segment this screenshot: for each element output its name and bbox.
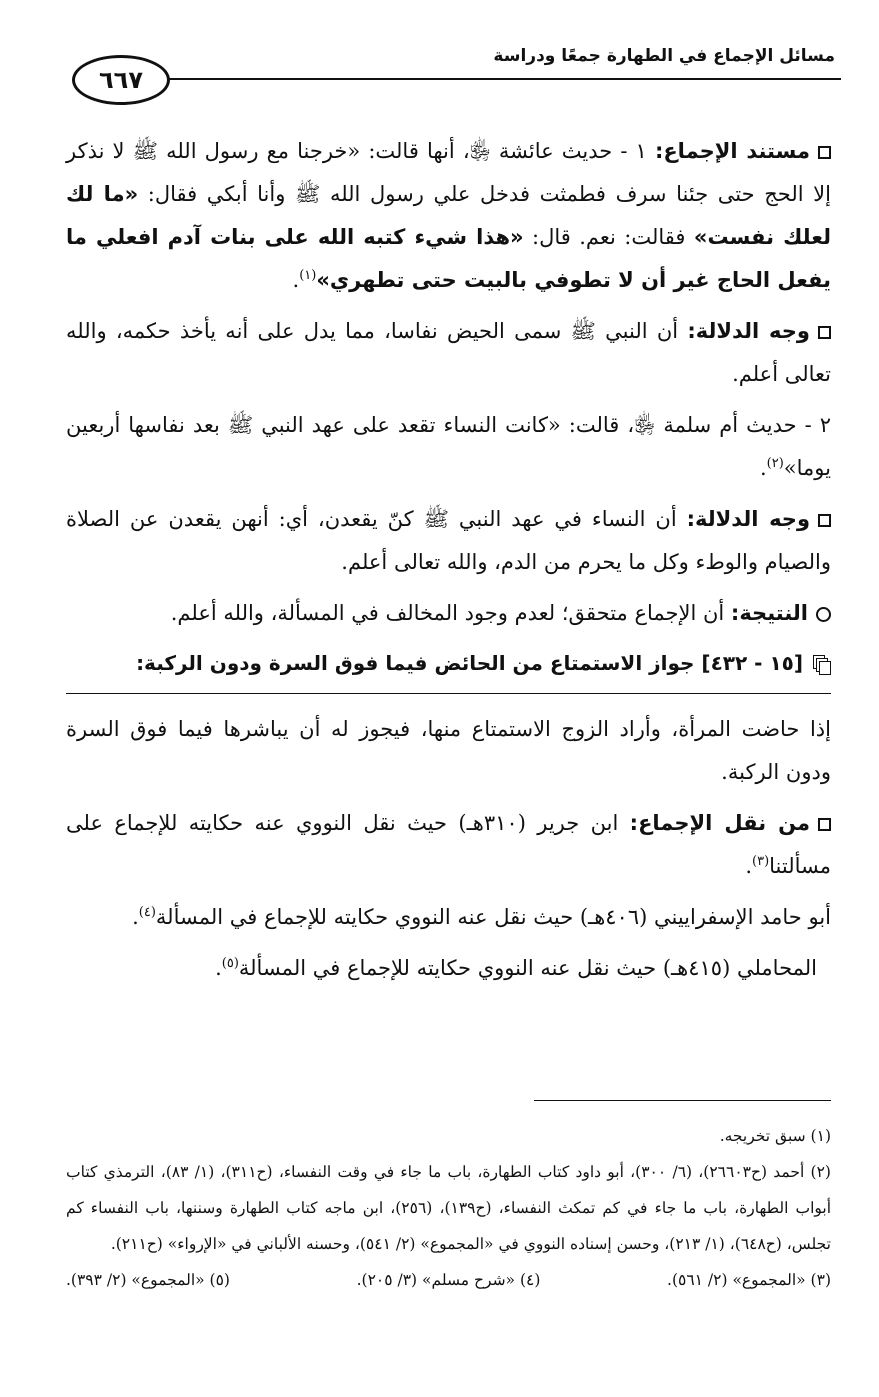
footnote-ref-3[interactable]: (٣) <box>752 854 770 869</box>
period: . <box>759 456 767 480</box>
period: . <box>745 854 752 878</box>
paragraph-inference-1 <box>66 310 831 396</box>
footnotes <box>66 1118 831 1298</box>
footnote-5: (٥) «المجموع» (٢/ ٣٩٣). <box>66 1271 230 1289</box>
label-inference: وجه الدلالة: <box>686 507 810 531</box>
label-result: النتيجة: <box>730 601 808 625</box>
footnote-ref-1[interactable]: (١) <box>299 268 317 283</box>
section-divider <box>66 693 831 694</box>
issue-heading <box>66 643 831 683</box>
square-bullet-icon <box>818 146 831 159</box>
square-bullet-icon <box>818 326 831 339</box>
paragraph-inference-2 <box>66 498 831 584</box>
square-bullet-icon <box>818 514 831 527</box>
paragraph-evidence-1 <box>66 130 831 302</box>
label-evidence: مستند الإجماع: <box>654 139 810 163</box>
square-bullet-icon <box>818 818 831 831</box>
footnote-ref-5[interactable]: (٥) <box>221 956 239 971</box>
period: . <box>292 268 300 292</box>
evidence-1-text: ١ - حديث عائشة ﵂، أنها قالت: «خرجنا مع رسول الله ﷺ لا نذكر إلا الحج حتى جئنا سرف فطمثت فدخل علي رسول الله ﷺ وأنا أبكي فقال: <box>66 139 831 206</box>
paragraph-issue-statement <box>66 708 831 794</box>
evidence-1-mid: فقالت: نعم. قال: <box>523 225 694 249</box>
hadith-quote-2: «هذا شيء كتبه الله على بنات آدم افعلي ما يفعل الحاج غير أن لا تطوفي بالبيت حتى تطهري» <box>66 225 831 292</box>
footnote-ref-4[interactable]: (٤) <box>138 905 156 920</box>
main-text <box>66 130 831 998</box>
paragraph-evidence-2 <box>66 404 831 490</box>
footnote-separator <box>534 1100 831 1101</box>
transmitter-3-text: المحاملي (٤١٥هـ) حيث نقل عنه النووي حكايته للإجماع في المسألة <box>238 956 817 980</box>
inference-1-text: أن النبي ﷺ سمى الحيض نفاسا، مما يدل على أنه يأخذ حكمه، والله تعالى أعلم. <box>66 319 831 386</box>
footnotes-3-5 <box>66 1262 831 1298</box>
period: . <box>132 905 139 929</box>
page-number: ٦٦٧ <box>99 66 143 94</box>
header-rule <box>150 78 841 80</box>
footnote-ref-2[interactable]: (٢) <box>766 456 784 471</box>
paragraph-transmitter-3 <box>66 947 831 990</box>
footnote-3: (٣) «المجموع» (٢/ ٥٦١). <box>667 1271 831 1289</box>
label-inference: وجه الدلالة: <box>687 319 810 343</box>
result-text: أن الإجماع متحقق؛ لعدم وجود المخالف في المسألة، والله أعلم. <box>170 601 731 625</box>
issue-statement-text: إذا حاضت المرأة، وأراد الزوج الاستمتاع منها، فيجوز له أن يباشرها فيما فوق السرة ودون الركبة. <box>66 717 831 784</box>
paragraph-result <box>66 592 831 635</box>
transmitter-2-text: أبو حامد الإسفراييني (٤٠٦هـ) حيث نقل عنه النووي حكايته للإجماع في المسألة <box>155 905 831 929</box>
label-transmitters: من نقل الإجماع: <box>629 811 811 835</box>
documents-icon <box>813 655 831 675</box>
period: . <box>215 956 222 980</box>
page-number-badge <box>72 55 170 105</box>
inference-2-text: أن النساء في عهد النبي ﷺ كنّ يقعدن، أي: أنهن يقعدن عن الصلاة والصيام والوطء وكل ما يحرم من الدم، والله تعالى أعلم. <box>66 507 831 574</box>
footnote-2: (٢) أحمد (ح٢٦٦٠٣)، (٦/ ٣٠٠)، أبو داود كتاب الطهارة، باب ما جاء في وقت النفساء، (ح٣١١)، (١/ ٨٣)، الترمذي كتاب أبواب الطهارة، باب ما جاء في كم تمكث النفساء، (ح١٣٩)، (٢٥٦)، ابن ماجه كتاب الطهارة وسننها، باب النفساء كم تجلس، (ح٦٤٨)، (١/ ٢١٣)، وحسن إسناده النووي في «المجموع» (٢/ ٥٤١)، وحسنه الألباني في «الإرواء» (ح٢١١). <box>66 1163 832 1253</box>
evidence-2-text: ٢ - حديث أم سلمة ﵂، قالت: «كانت النساء تقعد على عهد النبي ﷺ بعد نفاسها أربعين يوما» <box>66 413 831 480</box>
circle-bullet-icon <box>816 607 831 622</box>
running-header-title: مسائل الإجماع في الطهارة جمعًا ودراسة <box>493 46 835 66</box>
paragraph-transmitter-2 <box>66 896 831 939</box>
hadith-quote-1: «ما لك لعلك نفست» <box>66 182 831 249</box>
issue-heading-text: [١٥ - ٤٣٢] جواز الاستمتاع من الحائض فيما فوق السرة ودون الركبة: <box>136 651 803 675</box>
paragraph-transmitters <box>66 802 831 888</box>
footnote-1: (١) سبق تخريجه. <box>719 1127 831 1145</box>
transmitter-1-text: ابن جرير (٣١٠هـ) حيث نقل النووي عنه حكايته للإجماع على مسألتنا <box>66 811 831 878</box>
footnote-4: (٤) «شرح مسلم» (٣/ ٢٠٥). <box>356 1271 541 1289</box>
